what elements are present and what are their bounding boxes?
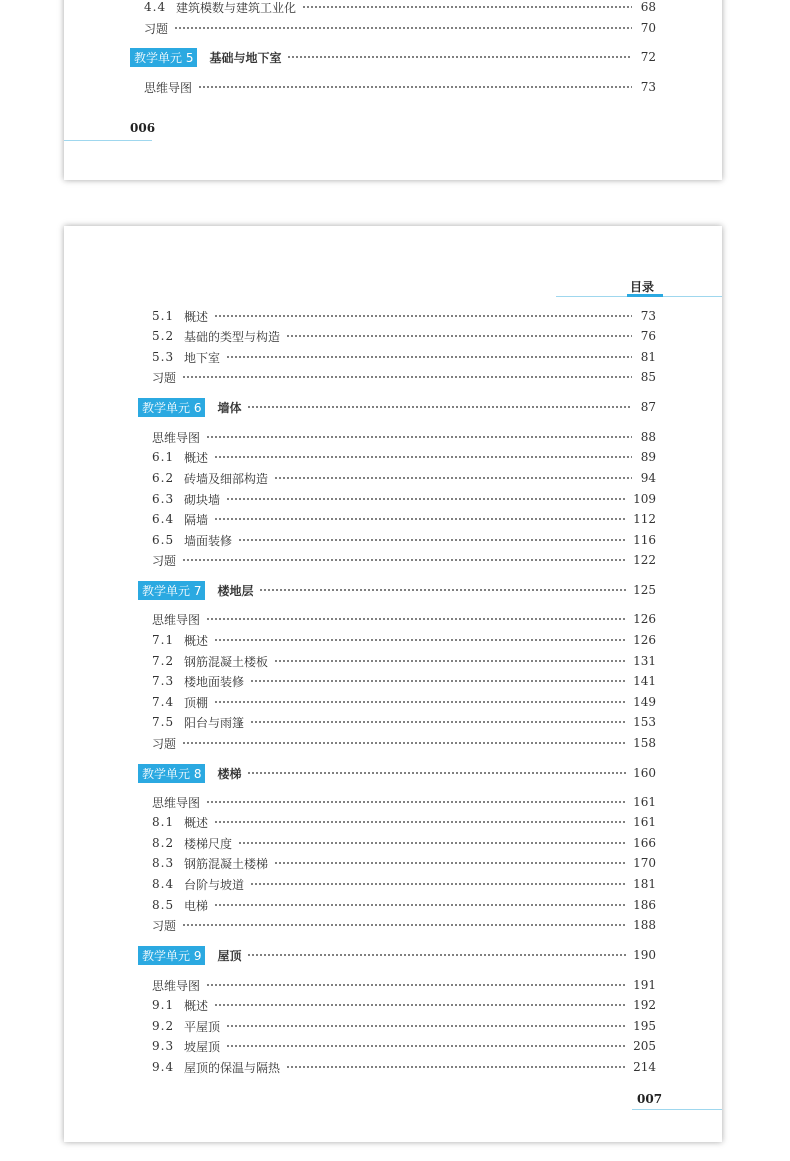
section-number: 7.5 (152, 715, 175, 729)
dot-leader (250, 680, 627, 682)
page-number: 195 (633, 1019, 656, 1033)
page-number: 116 (633, 533, 656, 547)
dot-leader (214, 639, 627, 641)
unit-badge: 教学单元 7 (138, 581, 205, 600)
dot-leader (182, 924, 627, 926)
section-title: 砖墙及细部构造 (184, 471, 269, 486)
page-number: 73 (640, 309, 656, 323)
section-title: 概述 (184, 998, 209, 1013)
dot-leader (226, 1045, 627, 1047)
toc-entry-row[interactable] (152, 834, 656, 852)
section-number: 6.1 (152, 450, 175, 464)
section-number: 7.2 (152, 654, 175, 668)
page-number: 125 (633, 583, 656, 597)
dot-leader (206, 436, 632, 438)
dot-leader (214, 518, 627, 520)
page-number: 131 (633, 654, 656, 668)
dot-leader (286, 335, 632, 337)
unit-badge: 教学单元 6 (138, 398, 205, 417)
dot-leader (206, 618, 627, 620)
dot-leader (238, 842, 627, 844)
toc-entry-row[interactable] (144, 78, 656, 96)
toc-unit-row[interactable] (138, 581, 656, 599)
page-number: 192 (633, 998, 656, 1012)
toc-page-006 (64, 0, 722, 180)
page-number: 160 (633, 766, 656, 780)
section-number: 6.4 (152, 512, 175, 526)
page-number: 88 (640, 430, 656, 444)
page-number: 72 (640, 50, 656, 64)
toc-entry-row[interactable] (152, 610, 656, 628)
section-number: 8.4 (152, 877, 175, 891)
toc-unit-row[interactable] (130, 48, 656, 66)
page-number: 190 (633, 948, 656, 962)
toc-entry-row[interactable] (152, 896, 656, 914)
dot-leader (214, 456, 632, 458)
toc-entry-row[interactable] (152, 448, 656, 466)
section-title: 隔墙 (184, 512, 209, 527)
section-number: 6.5 (152, 533, 175, 547)
section-title: 概述 (184, 309, 209, 324)
dot-leader (182, 742, 627, 744)
toc-unit-row[interactable] (138, 764, 656, 782)
dot-leader (174, 27, 632, 29)
toc-entry-row[interactable] (152, 976, 656, 994)
dot-leader (214, 1004, 627, 1006)
section-number: 6.3 (152, 492, 175, 506)
page-folio: 007 (637, 1092, 663, 1106)
toc-entry-row[interactable] (152, 793, 656, 811)
dot-leader (247, 954, 627, 956)
page-number: 112 (633, 512, 656, 526)
dot-leader (214, 821, 627, 823)
toc-entry-row[interactable] (152, 551, 656, 569)
dot-leader (198, 86, 632, 88)
section-number: 7.1 (152, 633, 175, 647)
section-number: 5.2 (152, 329, 175, 343)
page-number: 181 (633, 877, 656, 891)
dot-leader (206, 801, 627, 803)
page-number: 205 (633, 1039, 656, 1053)
toc-entry-row[interactable] (152, 854, 656, 872)
section-title: 坡屋顶 (184, 1039, 221, 1054)
section-number: 4.4 (144, 0, 167, 14)
toc-entry-row[interactable] (152, 510, 656, 528)
page-number: 126 (633, 612, 656, 626)
section-title: 思维导图 (152, 795, 201, 810)
section-title: 钢筋混凝土楼梯 (184, 856, 269, 871)
toc-entry-row[interactable] (152, 631, 656, 649)
toc-entry-row[interactable] (152, 368, 656, 386)
toc-entry-row[interactable] (152, 693, 656, 711)
section-title: 墙面装修 (184, 533, 233, 548)
page-number: 186 (633, 898, 656, 912)
section-title: 习题 (152, 370, 177, 385)
section-title: 平屋顶 (184, 1019, 221, 1034)
toc-entry-row[interactable] (144, 0, 656, 16)
section-title: 思维导图 (152, 978, 201, 993)
dot-leader (226, 1025, 627, 1027)
unit-title: 屋顶 (217, 948, 242, 963)
dot-leader (247, 406, 632, 408)
dot-leader (287, 56, 632, 58)
unit-title: 楼地层 (217, 583, 254, 598)
toc-entry-row[interactable] (152, 490, 656, 508)
section-number: 6.2 (152, 471, 175, 485)
toc-entry-row[interactable] (152, 916, 656, 934)
section-title: 基础的类型与构造 (184, 329, 281, 344)
section-title: 思维导图 (152, 612, 201, 627)
running-head-accent (627, 294, 663, 297)
toc-entry-row[interactable] (144, 19, 656, 37)
section-title: 钢筋混凝土楼板 (184, 654, 269, 669)
page-number: 214 (633, 1060, 656, 1074)
section-number: 5.1 (152, 309, 175, 323)
dot-leader (247, 772, 627, 774)
toc-entry-row[interactable] (152, 307, 656, 325)
section-title: 屋顶的保温与隔热 (184, 1060, 281, 1075)
unit-title: 墙体 (217, 400, 242, 415)
section-title: 习题 (152, 918, 177, 933)
section-title: 电梯 (184, 898, 209, 913)
dot-leader (274, 477, 632, 479)
toc-entry-row[interactable] (152, 713, 656, 731)
section-number: 8.5 (152, 898, 175, 912)
toc-unit-row[interactable] (138, 946, 656, 964)
page-number: 158 (633, 736, 656, 750)
page-number: 76 (640, 329, 656, 343)
running-head-contents: 目录 (630, 280, 655, 294)
unit-title: 楼梯 (217, 766, 242, 781)
toc-entry-row[interactable] (152, 428, 656, 446)
section-number: 7.4 (152, 695, 175, 709)
page-folio: 006 (130, 121, 156, 135)
page-number: 73 (640, 80, 656, 94)
section-title: 地下室 (184, 350, 221, 365)
page-number: 141 (633, 674, 656, 688)
page-number: 81 (640, 350, 656, 364)
page-number: 126 (633, 633, 656, 647)
dot-leader (214, 904, 627, 906)
dot-leader (250, 883, 627, 885)
page-number: 191 (633, 978, 656, 992)
section-title: 楼梯尺度 (184, 836, 233, 851)
section-number: 8.1 (152, 815, 175, 829)
page-number: 188 (633, 918, 656, 932)
toc-unit-row[interactable] (138, 398, 656, 416)
dot-leader (250, 721, 627, 723)
dot-leader (214, 315, 632, 317)
section-number: 7.3 (152, 674, 175, 688)
unit-badge: 教学单元 9 (138, 946, 205, 965)
section-title: 概述 (184, 633, 209, 648)
section-title: 概述 (184, 815, 209, 830)
toc-page-007 (64, 226, 722, 1142)
dot-leader (226, 498, 627, 500)
toc-entry-row[interactable] (152, 652, 656, 670)
dot-leader (182, 376, 632, 378)
page-number: 109 (633, 492, 656, 506)
section-number: 5.3 (152, 350, 175, 364)
toc-entry-row[interactable] (152, 875, 656, 893)
dot-leader (274, 862, 627, 864)
folio-rule (64, 140, 152, 141)
toc-entry-row[interactable] (152, 813, 656, 831)
unit-title: 基础与地下室 (209, 50, 282, 65)
page-number: 149 (633, 695, 656, 709)
section-number: 9.4 (152, 1060, 175, 1074)
page-number: 87 (640, 400, 656, 414)
page-number: 70 (640, 21, 656, 35)
page-number: 161 (633, 815, 656, 829)
toc-entry-row[interactable] (152, 348, 656, 366)
toc-entry-row[interactable] (152, 672, 656, 690)
toc-entry-row[interactable] (152, 531, 656, 549)
section-number: 9.2 (152, 1019, 175, 1033)
page-number: 68 (640, 0, 656, 14)
section-title: 阳台与雨篷 (184, 715, 245, 730)
page-number: 89 (640, 450, 656, 464)
section-number: 9.1 (152, 998, 175, 1012)
page-number: 166 (633, 836, 656, 850)
page-number: 122 (633, 553, 656, 567)
dot-leader (274, 660, 627, 662)
dot-leader (226, 356, 632, 358)
toc-entry-row[interactable] (152, 1017, 656, 1035)
section-title: 楼地面装修 (184, 674, 245, 689)
page-number: 161 (633, 795, 656, 809)
section-number: 8.3 (152, 856, 175, 870)
toc-entry-row[interactable] (152, 469, 656, 487)
unit-badge: 教学单元 8 (138, 764, 205, 783)
section-title: 建筑模数与建筑工业化 (176, 0, 297, 15)
folio-rule (632, 1109, 722, 1110)
dot-leader (214, 701, 627, 703)
toc-entry-row[interactable] (152, 996, 656, 1014)
toc-entry-row[interactable] (152, 1037, 656, 1055)
dot-leader (182, 559, 627, 561)
section-title: 思维导图 (144, 80, 193, 95)
section-title: 思维导图 (152, 430, 201, 445)
section-title: 习题 (152, 736, 177, 751)
section-number: 9.3 (152, 1039, 175, 1053)
section-title: 顶棚 (184, 695, 209, 710)
section-title: 习题 (152, 553, 177, 568)
dot-leader (206, 984, 627, 986)
page-number: 94 (640, 471, 656, 485)
toc-entry-row[interactable] (152, 1058, 656, 1076)
section-number: 8.2 (152, 836, 175, 850)
dot-leader (238, 539, 627, 541)
page-number: 85 (640, 370, 656, 384)
toc-entry-row[interactable] (152, 327, 656, 345)
page-number: 153 (633, 715, 656, 729)
section-title: 概述 (184, 450, 209, 465)
page-number: 170 (633, 856, 656, 870)
dot-leader (259, 589, 627, 591)
section-title: 砌块墙 (184, 492, 221, 507)
unit-badge: 教学单元 5 (130, 48, 197, 67)
section-title: 台阶与坡道 (184, 877, 245, 892)
dot-leader (302, 6, 632, 8)
toc-entry-row[interactable] (152, 734, 656, 752)
dot-leader (286, 1066, 627, 1068)
section-title: 习题 (144, 21, 169, 36)
